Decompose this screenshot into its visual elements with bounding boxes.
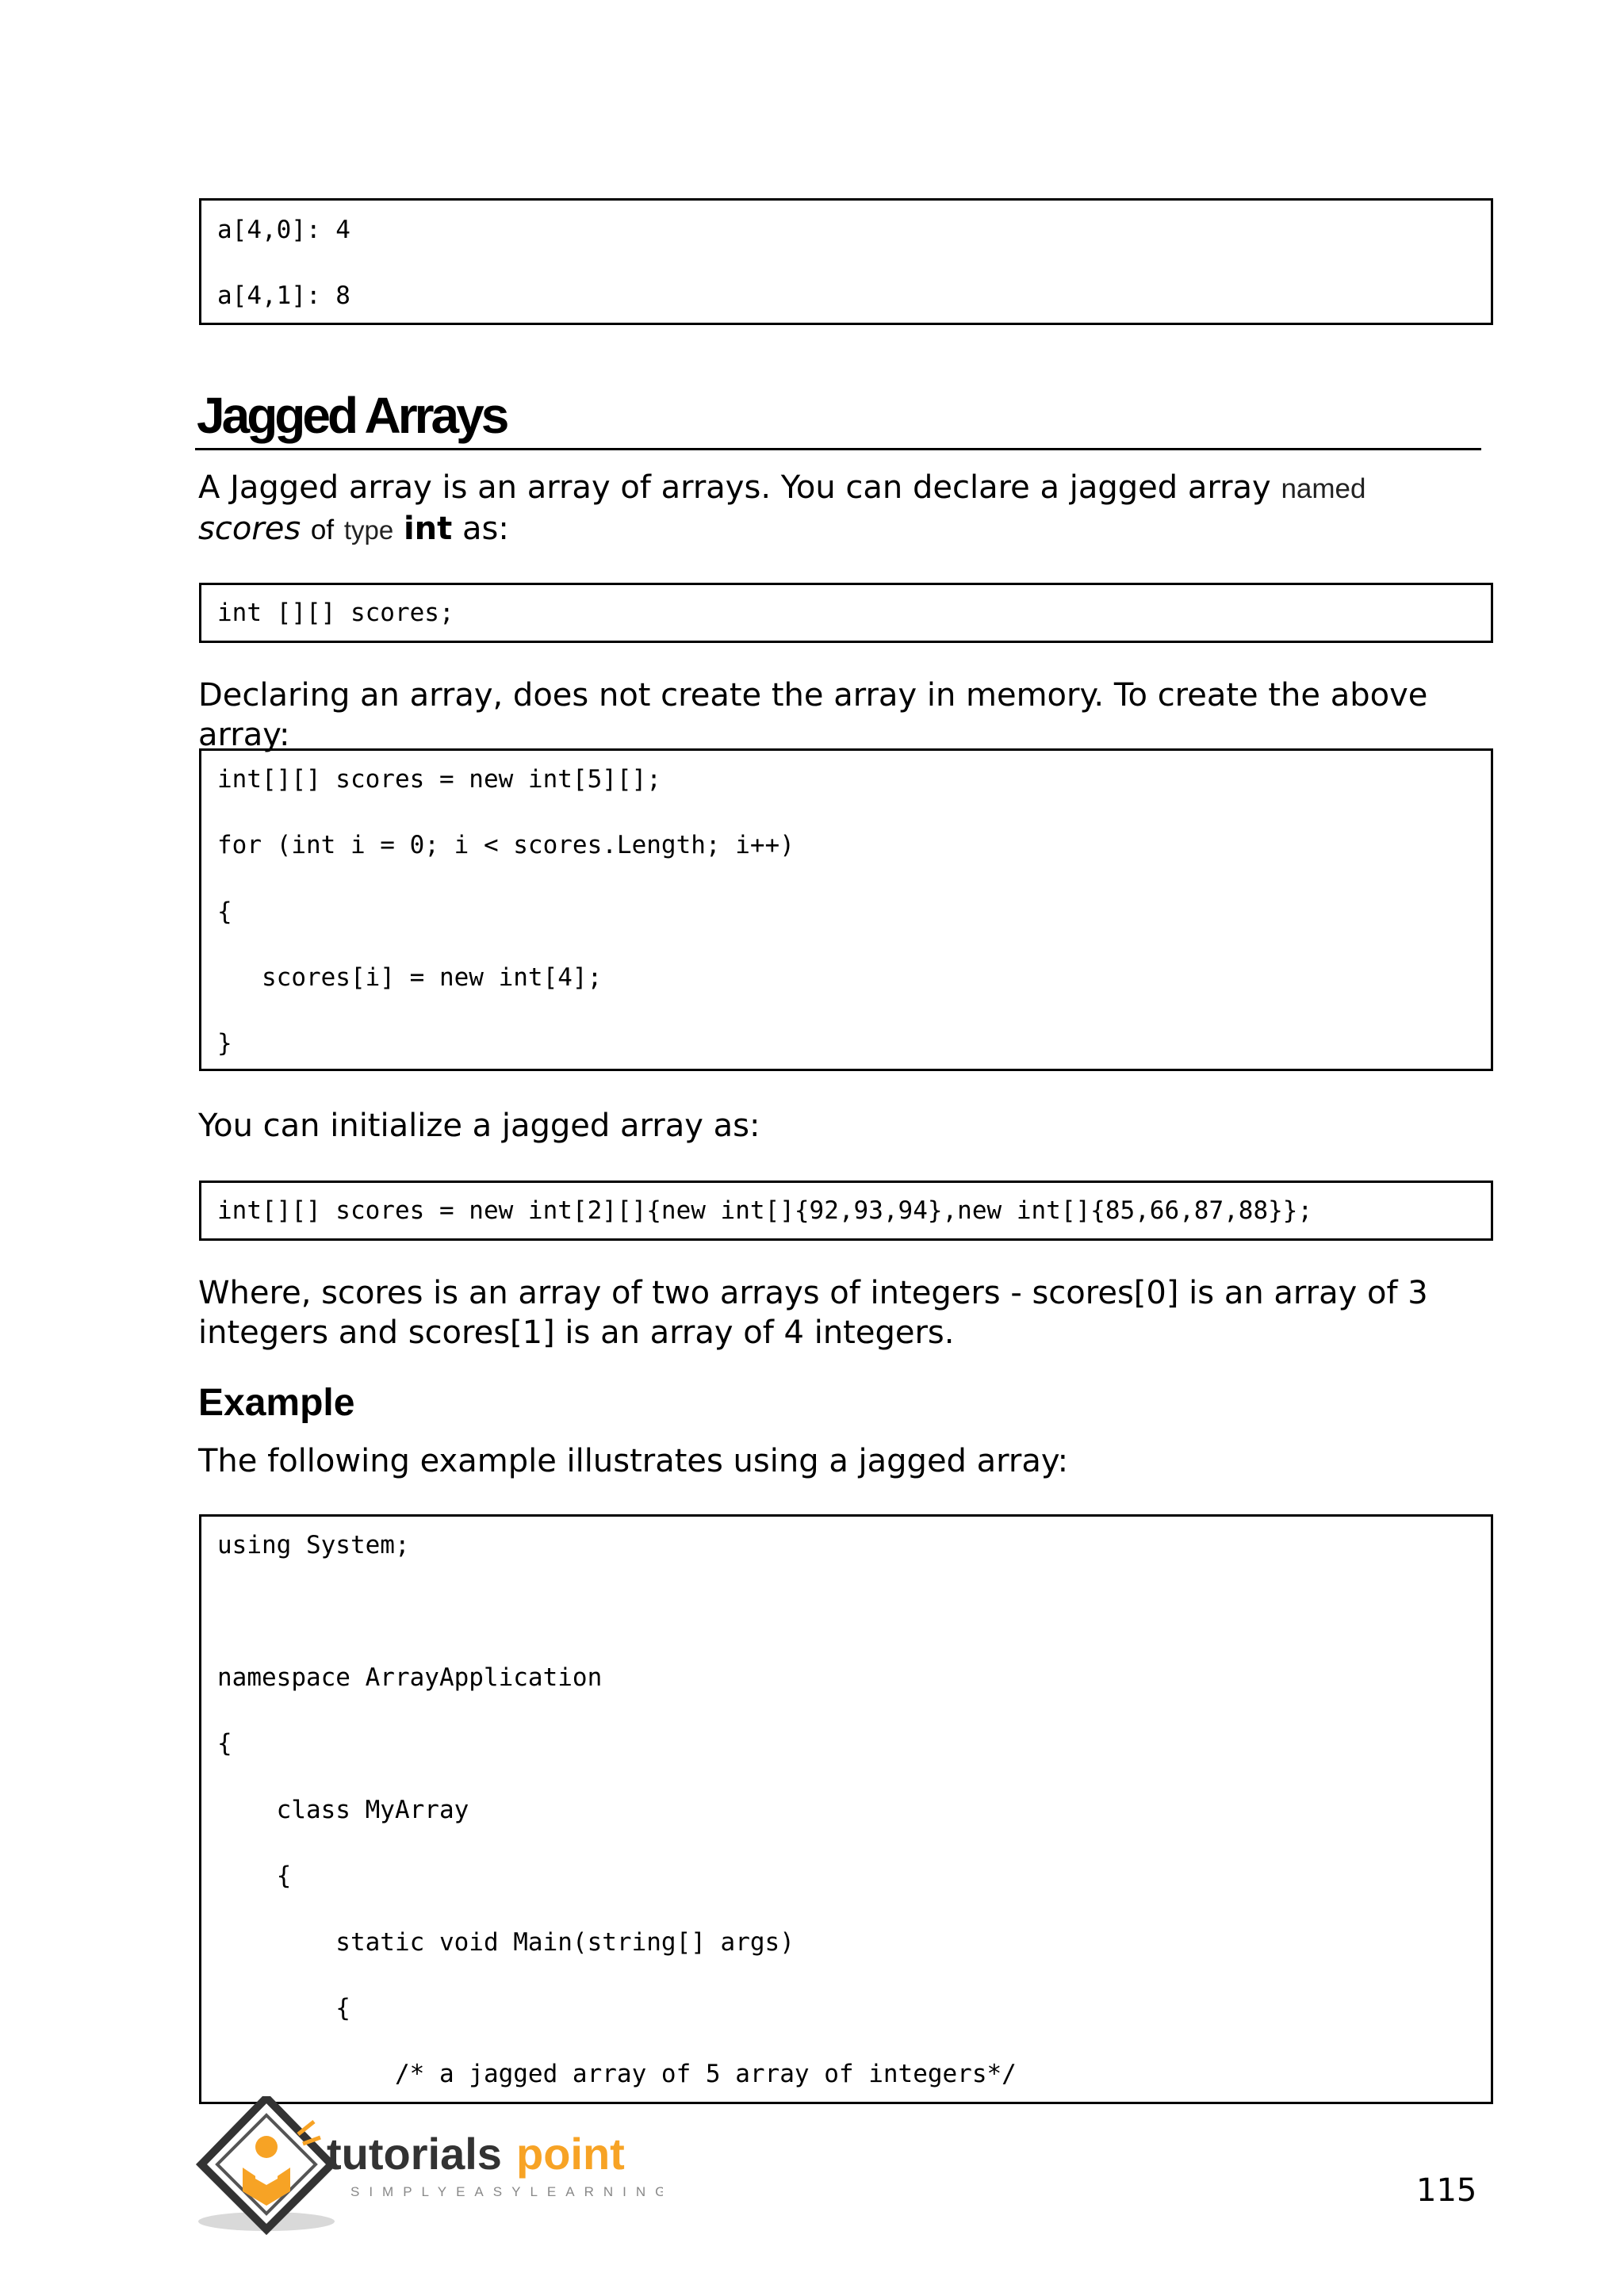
code-line: }	[217, 1029, 232, 1058]
example-heading: Example	[198, 1382, 355, 1424]
declaring-text: Declaring an array, does not create the array in memory. To create the above array:	[198, 677, 1428, 753]
example-text: The following example illustrates using a jagged array:	[198, 1443, 1069, 1479]
code-line: int[][] scores = new int[5][];	[217, 765, 661, 794]
logo-tagline: SIMPLYEASYLEARNING	[350, 2184, 663, 2199]
code-line: static void Main(string[] args)	[217, 1928, 795, 1957]
intro-as: as:	[462, 511, 509, 547]
code-line: /* a jagged array of 5 array of integers*/	[217, 2060, 1017, 2088]
intro-type: type	[343, 515, 394, 545]
init-code: int[][] scores = new int[2][]{new int[]{92,93,94},new int[]{85,66,87,88}};	[217, 1196, 1313, 1225]
intro-scores: scores	[198, 511, 301, 547]
code-line: {	[217, 1862, 292, 1890]
code-line: class MyArray	[217, 1796, 469, 1824]
code-line: for (int i = 0; i < scores.Length; i++)	[217, 831, 795, 859]
logo-word-point: point	[516, 2129, 625, 2179]
title-underline	[195, 448, 1481, 450]
code-line: namespace ArrayApplication	[217, 1663, 603, 1692]
code-line: scores[i] = new int[4];	[217, 963, 603, 992]
intro-text: A Jagged array is an array of arrays. You can declare a jagged array	[198, 469, 1271, 506]
code-line: {	[217, 897, 232, 926]
intro-paragraph	[198, 468, 1483, 550]
logo-word-tutorials: tutorials	[327, 2129, 502, 2179]
output-line: a[4,1]: 8	[217, 281, 350, 310]
create-code-box	[199, 748, 1493, 1071]
code-line: {	[217, 1729, 232, 1758]
init-text: You can initialize a jagged array as:	[198, 1108, 760, 1144]
logo-diamond-icon	[195, 2096, 663, 2239]
intro-int: int	[403, 511, 453, 547]
output-box	[199, 198, 1493, 325]
intro-named: named	[1281, 473, 1366, 504]
where-text: Where, scores is an array of two arrays of integers - scores[0] is an array of 3 integers and scores[1] is an array of 4 integers.	[198, 1275, 1428, 1351]
section-title: Jagged Arrays	[197, 387, 507, 444]
code-line: using System;	[217, 1531, 410, 1559]
output-line: a[4,0]: 4	[217, 216, 350, 244]
page-number: 115	[1416, 2172, 1477, 2209]
code-line: {	[217, 1994, 350, 2022]
tutorialspoint-logo	[195, 2096, 663, 2239]
intro-of: of	[310, 515, 335, 545]
decl-code: int [][] scores;	[217, 599, 454, 627]
